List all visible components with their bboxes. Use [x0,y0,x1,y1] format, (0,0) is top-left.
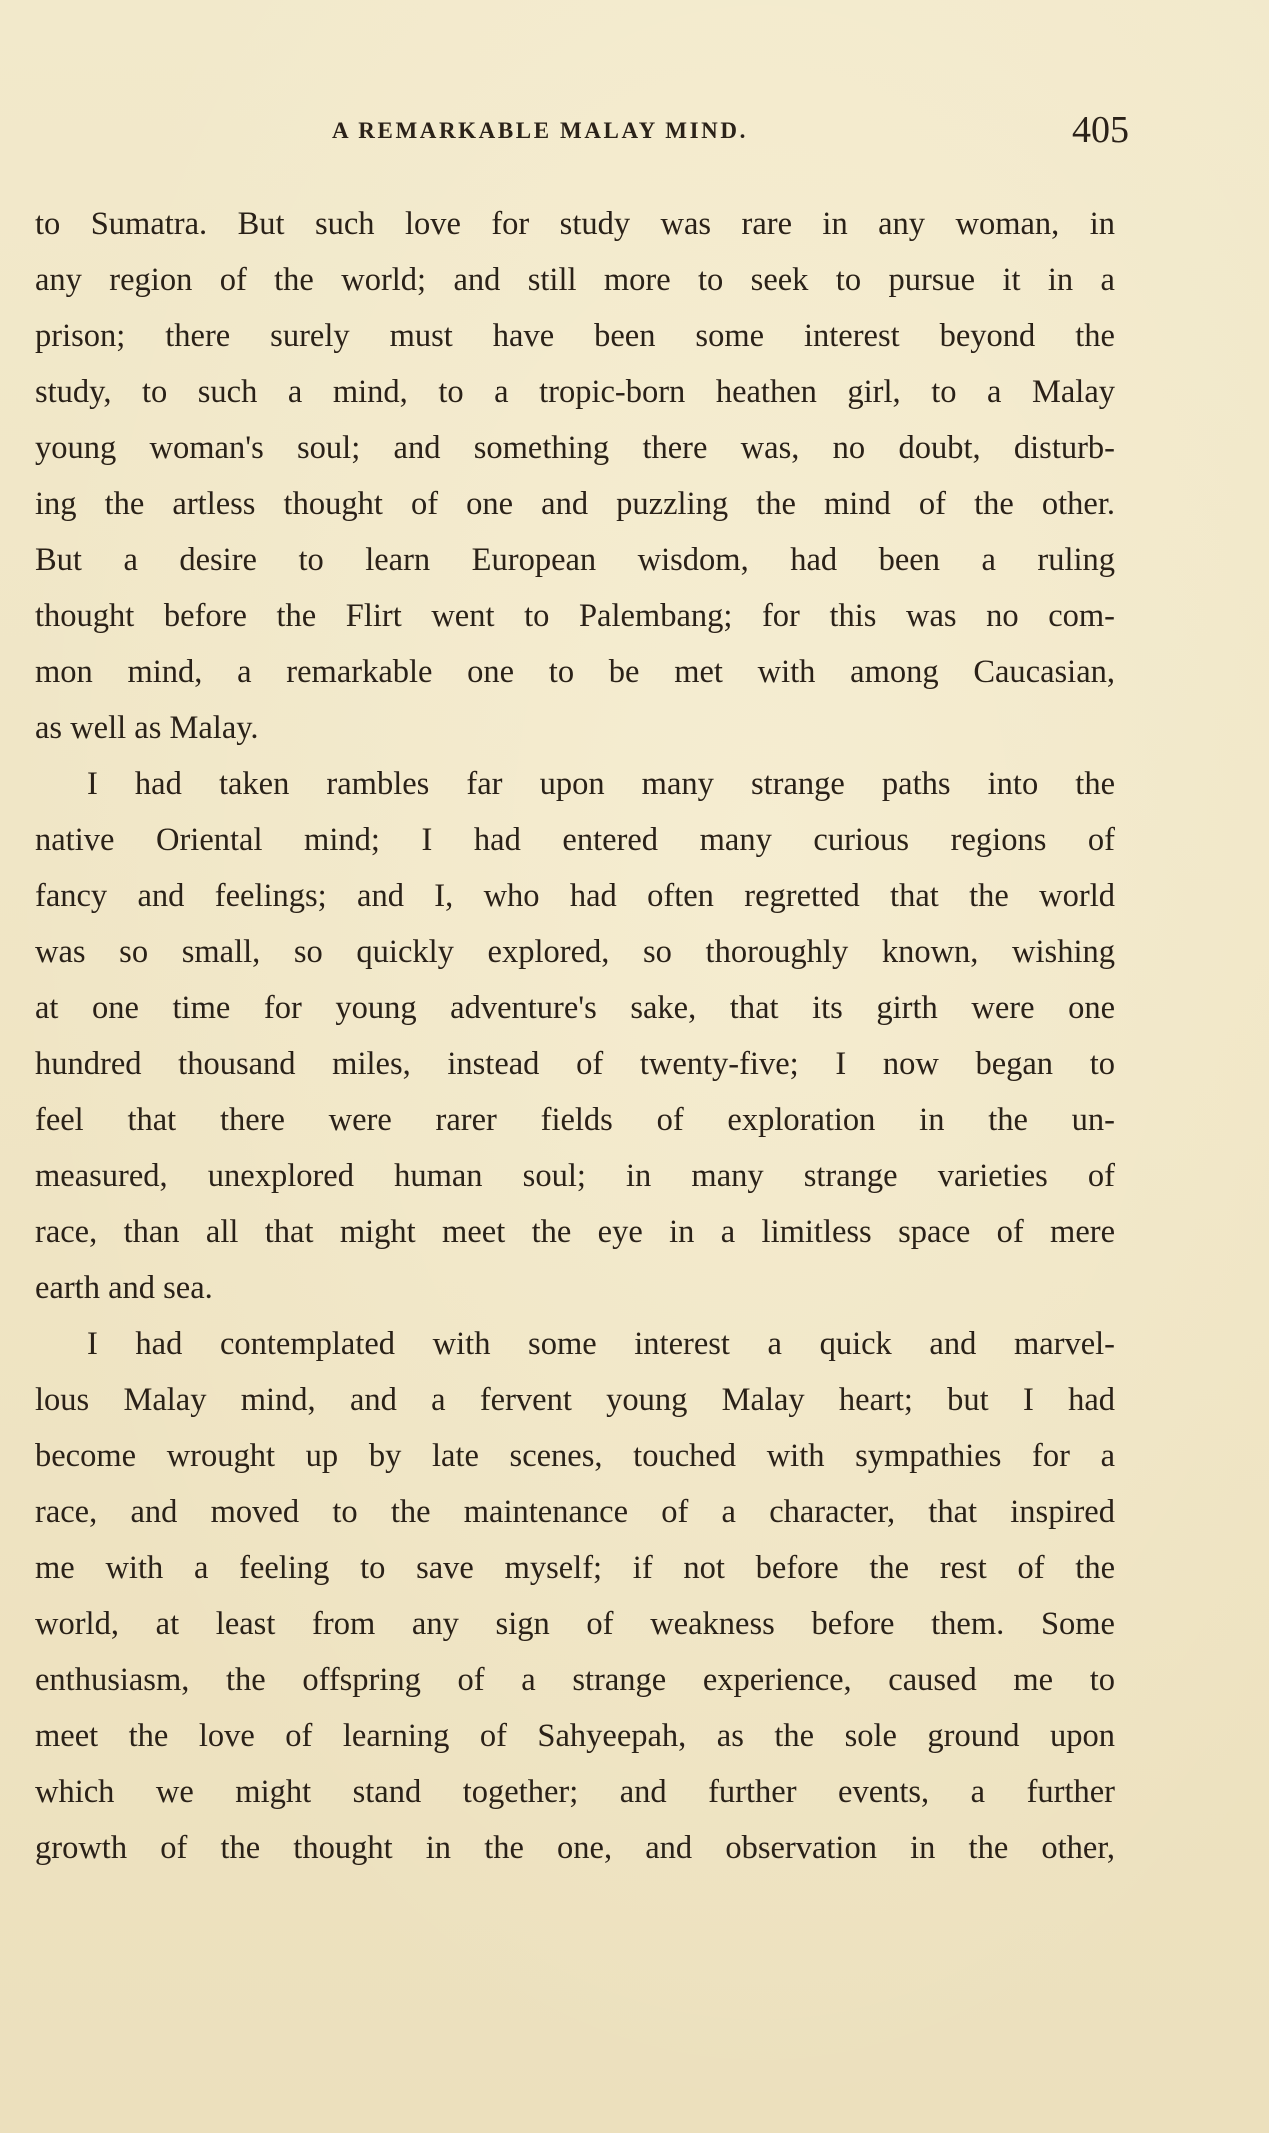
text-line: growth of the thought in the one, and observation in the other, [35,1830,1115,1866]
text-line: was so small, so quickly explored, so thoroughly known, wishing [35,934,1115,970]
text-line: world, at least from any sign of weakness before them. Some [35,1606,1115,1642]
text-line: study, to such a mind, to a tropic-born heathen girl, to a Malay [35,374,1115,410]
text-line: young woman's soul; and something there was, no doubt, disturb- [35,430,1115,466]
text-line: measured, unexplored human soul; in many strange varieties of [35,1158,1115,1194]
text-line: as well as Malay. [35,710,259,746]
text-line: race, than all that might meet the eye in a limitless space of mere [35,1214,1115,1250]
text-line: lous Malay mind, and a fervent young Malay heart; but I had [35,1382,1115,1418]
text-line: race, and moved to the maintenance of a character, that inspired [35,1494,1115,1530]
text-line: become wrought up by late scenes, touched with sympathies for a [35,1438,1115,1474]
text-line: I had taken rambles far upon many strange paths into the [87,766,1115,802]
text-line: But a desire to learn European wisdom, had been a ruling [35,542,1115,578]
text-line: mon mind, a remarkable one to be met with among Caucasian, [35,654,1115,690]
page-number: 405 [1072,109,1129,151]
text-line: earth and sea. [35,1270,213,1306]
text-line: feel that there were rarer fields of exploration in the un- [35,1102,1115,1138]
body-text [35,196,1115,1876]
running-title: A REMARKABLE MALAY MIND. [332,118,748,143]
text-line: to Sumatra. But such love for study was rare in any woman, in [35,206,1115,242]
text-line: hundred thousand miles, instead of twenty-five; I now began to [35,1046,1115,1082]
text-line: I had contemplated with some interest a quick and marvel- [87,1326,1115,1362]
text-line: any region of the world; and still more to seek to pursue it in a [35,262,1115,298]
text-line: me with a feeling to save myself; if not before the rest of the [35,1550,1115,1586]
text-line: prison; there surely must have been some interest beyond the [35,318,1115,354]
text-line: which we might stand together; and further events, a further [35,1774,1115,1810]
text-line: ing the artless thought of one and puzzling the mind of the other. [35,486,1115,522]
text-line: fancy and feelings; and I, who had often regretted that the world [35,878,1115,914]
text-line: thought before the Flirt went to Palembang; for this was no com- [35,598,1115,634]
text-line: meet the love of learning of Sahyeepah, as the sole ground upon [35,1718,1115,1754]
text-line: native Oriental mind; I had entered many curious regions of [35,822,1115,858]
text-line: at one time for young adventure's sake, that its girth were one [35,990,1115,1026]
text-line: enthusiasm, the offspring of a strange experience, caused me to [35,1662,1115,1698]
